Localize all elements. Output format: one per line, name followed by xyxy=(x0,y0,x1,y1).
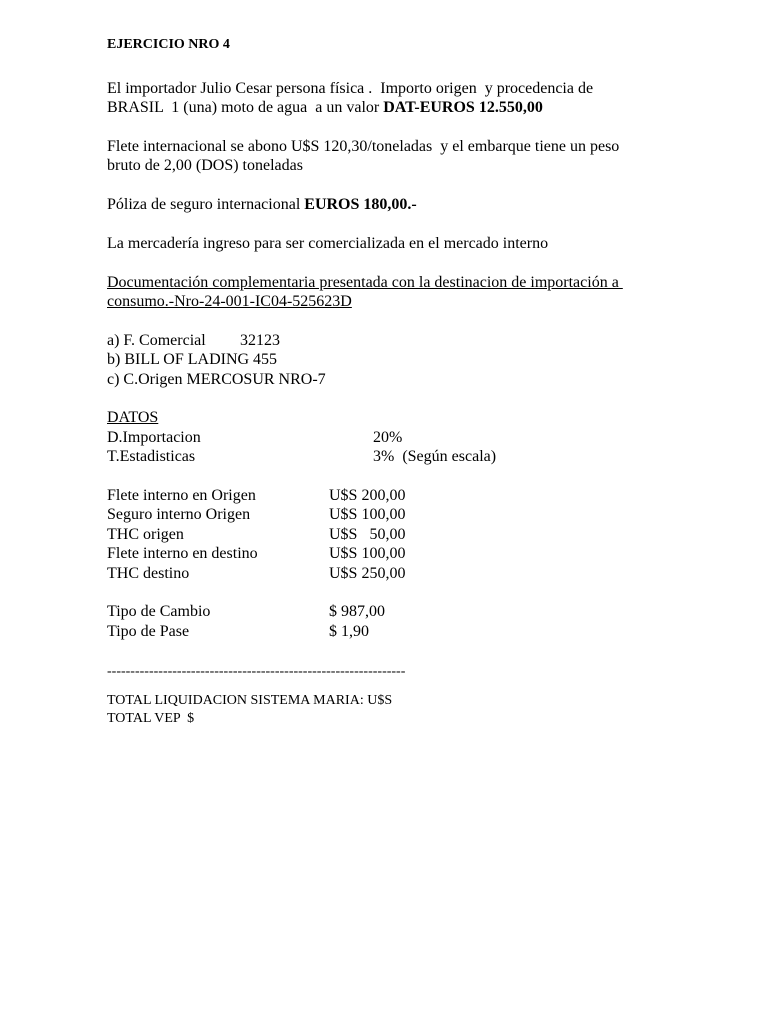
documentacion-line-2: consumo.-Nro-24-001-IC04-525623D xyxy=(107,293,352,311)
spacer xyxy=(107,311,707,330)
spacer xyxy=(107,176,707,195)
cambio-value: $ 987,00 xyxy=(329,603,385,621)
cambio-row xyxy=(107,622,707,641)
costo-row xyxy=(107,505,707,524)
spacer xyxy=(107,682,707,692)
document-page xyxy=(107,35,707,728)
documento-c: c) C.Origen MERCOSUR NRO-7 xyxy=(107,370,326,388)
costo-row xyxy=(107,564,707,583)
documentacion-line-1: Documentación complementaria presentada con la destinacion de importación a xyxy=(107,273,623,291)
spacer xyxy=(107,215,707,234)
costo-value: U$S 250,00 xyxy=(329,564,406,582)
documento-b: b) BILL OF LADING 455 xyxy=(107,351,278,369)
exercise-title: EJERCICIO NRO 4 xyxy=(107,37,230,52)
spacer xyxy=(107,253,707,272)
costo-label: Flete interno en destino xyxy=(107,545,258,563)
costo-label: Flete interno en Origen xyxy=(107,486,256,504)
costo-value: U$S 200,00 xyxy=(329,486,406,504)
datos-heading: DATOS xyxy=(107,409,159,427)
spacer xyxy=(107,389,707,408)
poliza-value: EUROS 180,00.- xyxy=(304,196,417,214)
datos-row-value: 3% (Según escala) xyxy=(373,448,497,466)
spacer xyxy=(107,467,707,486)
costo-label: THC destino xyxy=(107,564,190,582)
total-sistema-maria: TOTAL LIQUIDACION SISTEMA MARIA: U$S xyxy=(107,692,393,708)
documento-a-label: a) F. Comercial xyxy=(107,331,206,349)
spacer xyxy=(107,641,707,660)
costo-label: Seguro interno Origen xyxy=(107,506,251,524)
costo-value: U$S 50,00 xyxy=(329,525,406,543)
datos-row-value: 20% xyxy=(373,428,403,446)
documento-a xyxy=(107,331,707,350)
spacer xyxy=(107,583,707,602)
datos-row-label: D.Importacion xyxy=(107,428,201,446)
documento-a-value: 32123 xyxy=(240,331,280,349)
costo-row xyxy=(107,525,707,544)
cambio-value: $ 1,90 xyxy=(329,622,369,640)
cambio-row xyxy=(107,602,707,621)
flete-line-1: Flete internacional se abono U$S 120,30/toneladas y el embarque tiene un peso xyxy=(107,137,620,155)
poliza-text: Póliza de seguro internacional xyxy=(107,196,305,214)
spacer xyxy=(107,118,707,137)
costo-value: U$S 100,00 xyxy=(329,545,406,563)
datos-row-label: T.Estadisticas xyxy=(107,448,196,466)
intro-line-1: El importador Julio Cesar persona física . Importo origen y procedencia de xyxy=(107,79,594,97)
separator-line: ---------------------------------------------------------------- xyxy=(107,663,406,679)
cambio-label: Tipo de Pase xyxy=(107,622,190,640)
flete-line-2: bruto de 2,00 (DOS) toneladas xyxy=(107,157,303,175)
costo-row xyxy=(107,486,707,505)
intro-line-2 xyxy=(107,98,707,117)
datos-row xyxy=(107,447,707,466)
costo-value: U$S 100,00 xyxy=(329,506,406,524)
costo-label: THC origen xyxy=(107,525,184,543)
intro-line-2-text: BRASIL 1 (una) moto de agua a un valor xyxy=(107,99,384,117)
datos-row xyxy=(107,428,707,447)
total-vep: TOTAL VEP $ xyxy=(107,710,195,726)
mercaderia-line: La mercadería ingreso para ser comercializada en el mercado interno xyxy=(107,234,549,252)
intro-value: DAT-EUROS 12.550,00 xyxy=(383,99,543,117)
poliza-line xyxy=(107,195,707,214)
costo-row xyxy=(107,544,707,563)
spacer xyxy=(107,54,707,73)
cambio-label: Tipo de Cambio xyxy=(107,603,211,621)
